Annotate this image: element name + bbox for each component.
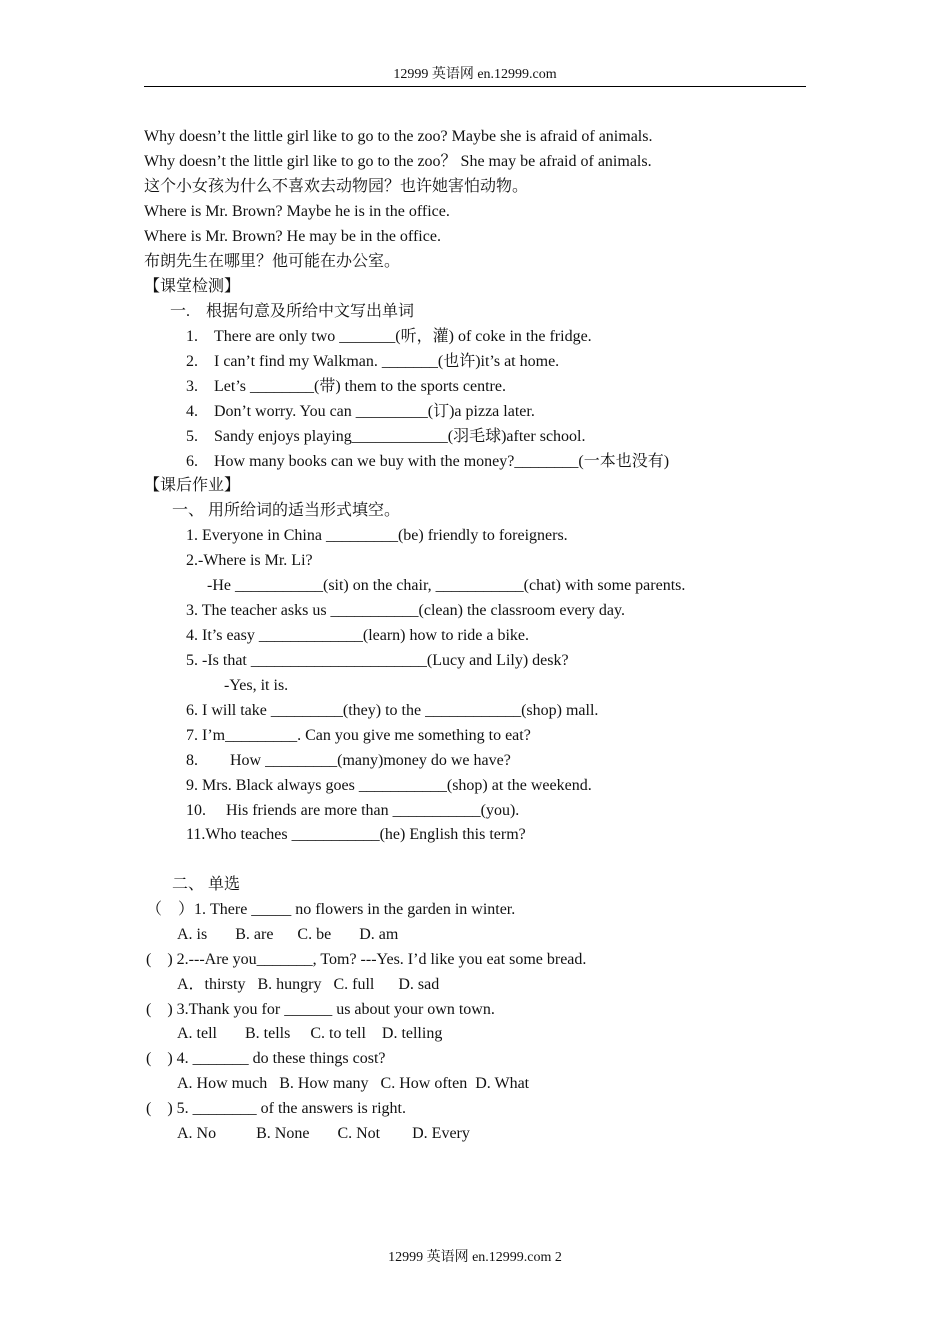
header-divider — [144, 86, 806, 87]
exercise-item: 8. How _________(many)money do we have? — [186, 752, 511, 769]
intro-line: Where is Mr. Brown? Maybe he is in the office. — [144, 203, 450, 220]
exercise-item: 6. I will take _________(they) to the ____________(shop) mall. — [186, 702, 599, 719]
exercise-item: 10. His friends are more than ___________(you). — [186, 802, 520, 819]
part-title: 一、 用所给词的适当形式填空。 — [172, 502, 401, 519]
exercise-item: 4. It’s easy _____________(learn) how to ride a bike. — [186, 627, 530, 644]
choice-options: A. is B. are C. be D. am — [177, 926, 399, 943]
exercise-item: 2. I can’t find my Walkman. _______(也许)it’s at home. — [186, 353, 560, 370]
exercise-item: 3. Let’s ________(带) them to the sports centre. — [186, 378, 506, 395]
exercise-item: 5. -Is that ______________________(Lucy and Lily) desk? — [186, 652, 569, 669]
exercise-item: 1. Everyone in China _________(be) friendly to foreigners. — [186, 527, 568, 544]
intro-line: 布朗先生在哪里？他可能在办公室。 — [144, 253, 401, 270]
section-heading-homework: 【课后作业】 — [144, 477, 241, 494]
exercise-item: -He ___________(sit) on the chair, ___________(chat) with some parents. — [207, 577, 686, 594]
exercise-item: -Yes, it is. — [224, 677, 289, 694]
exercise-item: 2.-Where is Mr. Li? — [186, 552, 313, 569]
page-header: 12999 英语网 en.12999.com — [393, 67, 557, 82]
choice-options: A. How much B. How many C. How often D. What — [177, 1075, 530, 1092]
choice-options: A. No B. None C. Not D. Every — [177, 1125, 470, 1142]
exercise-item: 6. How many books can we buy with the money?________(一本也没有) — [186, 453, 670, 470]
choice-options: A．thirsty B. hungry C. full D. sad — [177, 976, 440, 993]
exercise-item: 5. Sandy enjoys playing____________(羽毛球)after school. — [186, 428, 586, 445]
choice-question: ( ) 3.Thank you for ______ us about your own town. — [146, 1001, 495, 1018]
choice-question: （ ）1. There _____ no flowers in the garden in winter. — [146, 901, 516, 918]
choice-question: ( ) 2.---Are you_______, Tom? ---Yes. I’d like you eat some bread. — [146, 951, 587, 968]
intro-line: Why doesn’t the little girl like to go to the zoo？ She may be afraid of animals. — [144, 153, 652, 170]
choice-question: ( ) 5. ________ of the answers is right. — [146, 1100, 406, 1117]
part-title: 一. 根据句意及所给中文写出单词 — [170, 303, 415, 320]
section-heading-classroom-check: 【课堂检测】 — [144, 278, 241, 295]
part-title: 二、 单选 — [172, 876, 241, 893]
intro-line: Why doesn’t the little girl like to go to the zoo? Maybe she is afraid of animals. — [144, 128, 653, 145]
exercise-item: 11.Who teaches ___________(he) English this term? — [186, 826, 526, 843]
intro-line: Where is Mr. Brown? He may be in the office. — [144, 228, 441, 245]
intro-line: 这个小女孩为什么不喜欢去动物园？也许她害怕动物。 — [144, 178, 529, 195]
choice-question: ( ) 4. _______ do these things cost? — [146, 1050, 386, 1067]
exercise-item: 9. Mrs. Black always goes ___________(shop) at the weekend. — [186, 777, 592, 794]
exercise-item: 4. Don’t worry. You can _________(订)a pizza later. — [186, 403, 535, 420]
exercise-item: 7. I’m_________. Can you give me something to eat? — [186, 727, 531, 744]
exercise-item: 3. The teacher asks us ___________(clean) the classroom every day. — [186, 602, 625, 619]
page-footer: 12999 英语网 en.12999.com 2 — [388, 1250, 562, 1265]
choice-options: A. tell B. tells C. to tell D. telling — [177, 1025, 443, 1042]
exercise-item: 1. There are only two _______(听，灌) of coke in the fridge. — [186, 328, 592, 345]
